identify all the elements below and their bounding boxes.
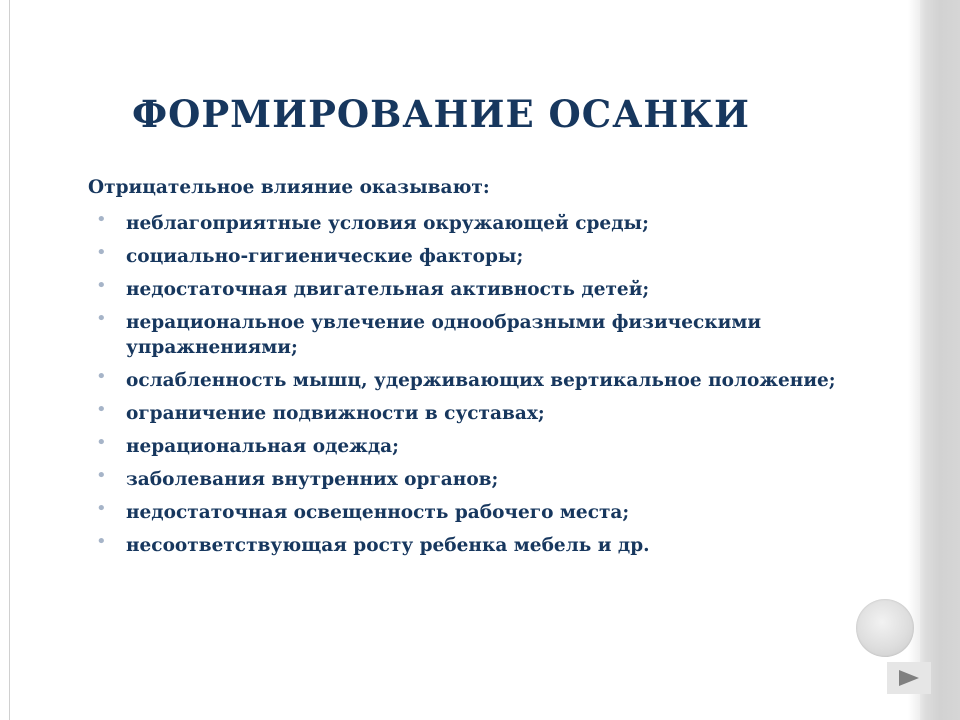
circle-decoration-icon (856, 599, 914, 657)
list-item (96, 211, 836, 236)
list-item-text: заболевания внутренних органов; (126, 469, 499, 490)
list-item-text: нерациональное увлечение однообразными физическими упражнениями; (126, 312, 762, 358)
bullet-icon: • (96, 498, 107, 519)
bullet-icon: • (96, 465, 107, 486)
list-item (96, 368, 836, 393)
list-item-text: неблагоприятные условия окружающей среды; (126, 213, 649, 234)
bullet-icon: • (96, 531, 107, 552)
bullet-icon: • (96, 209, 107, 230)
list-item (96, 310, 836, 360)
list-item (96, 467, 836, 492)
list-item-text: несоответствующая росту ребенка мебель и др. (126, 535, 650, 556)
intro-text: Отрицательное влияние оказывают: (88, 177, 490, 198)
bullet-list (96, 211, 836, 566)
list-item-text: ограничение подвижности в суставах; (126, 403, 545, 424)
bullet-icon: • (96, 275, 107, 296)
list-item-text: социально-гигиенические факторы; (126, 246, 524, 267)
slide-title: ФОРМИРОВАНИЕ ОСАНКИ (132, 92, 750, 136)
bullet-icon: • (96, 432, 107, 453)
play-next-icon (896, 668, 922, 688)
list-item-text: недостаточная освещенность рабочего места; (126, 502, 630, 523)
bullet-icon: • (96, 399, 107, 420)
list-item (96, 533, 836, 558)
list-item-text: нерациональная одежда; (126, 436, 399, 457)
list-item-text: недостаточная двигательная активность детей; (126, 279, 650, 300)
list-item (96, 244, 836, 269)
list-item (96, 277, 836, 302)
bullet-icon: • (96, 366, 107, 387)
list-item (96, 500, 836, 525)
bullet-icon: • (96, 242, 107, 263)
list-item-text: ослабленность мышц, удерживающих вертикальное положение; (126, 370, 836, 391)
next-slide-button[interactable] (887, 662, 931, 694)
list-item (96, 434, 836, 459)
bullet-icon: • (96, 308, 107, 329)
list-item (96, 401, 836, 426)
right-edge-bar (920, 0, 960, 720)
